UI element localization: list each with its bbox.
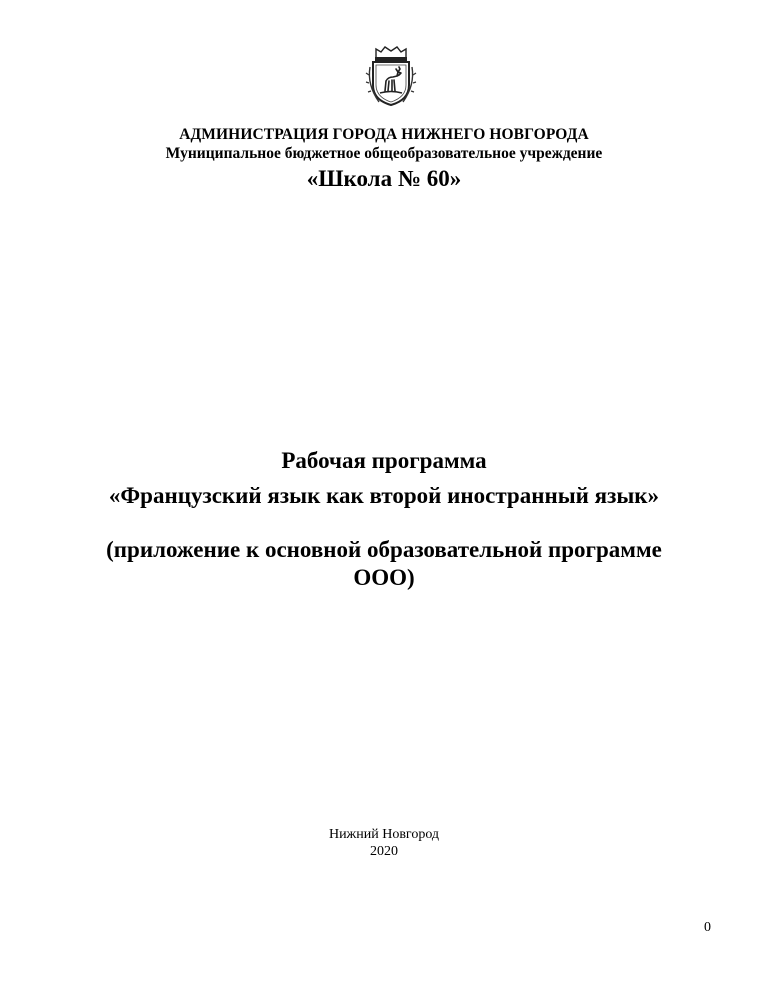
page-number: 0 [704, 920, 711, 935]
city-name: Нижний Новгород [328, 827, 440, 842]
appendix-note-line-2: ООО) [353, 565, 415, 590]
document-type-title: Рабочая программа [281, 448, 487, 473]
appendix-note-line-1: (приложение к основной образовательной программе [106, 537, 662, 562]
administration-heading: АДМИНИСТРАЦИЯ ГОРОДА НИЖНЕГО НОВГОРОДА [179, 126, 589, 143]
publication-year: 2020 [370, 844, 398, 859]
program-name-title: «Французский язык как второй иностранный язык» [108, 483, 660, 508]
institution-name: Муниципальное бюджетное общеобразовательное учреждение [165, 145, 603, 162]
school-name: «Школа № 60» [306, 166, 462, 191]
coat-of-arms-icon [363, 45, 419, 107]
